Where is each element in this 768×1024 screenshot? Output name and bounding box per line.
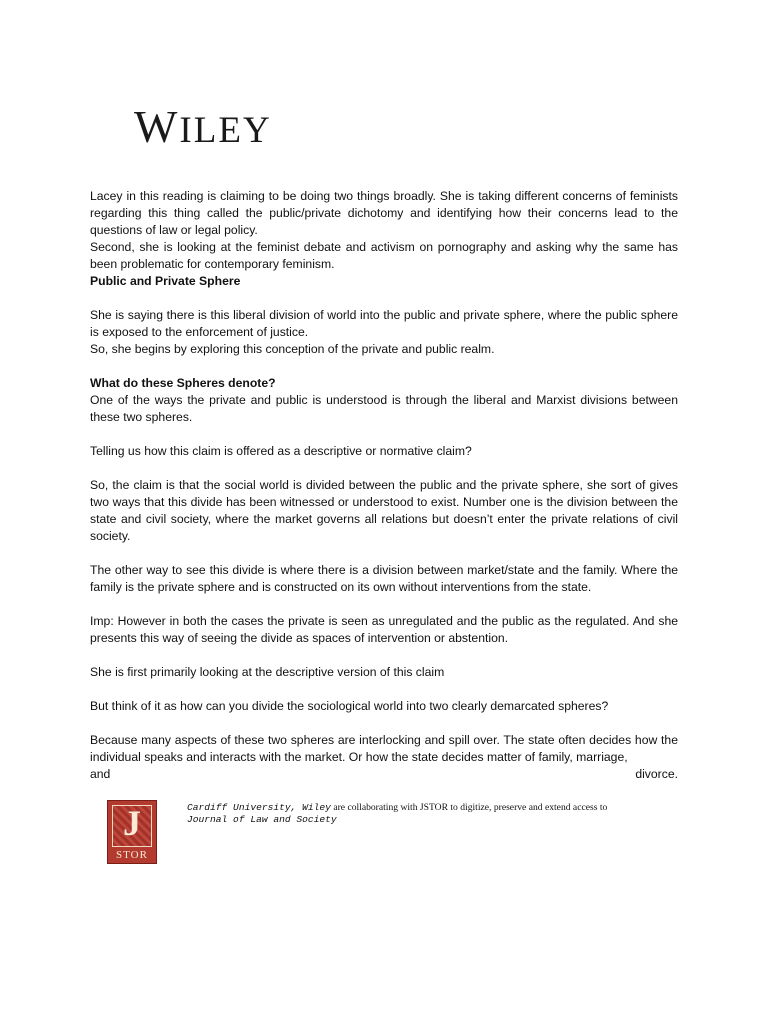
- paragraph-interlocking-last-line: [90, 766, 678, 783]
- paragraph-intro: Lacey in this reading is claiming to be doing two things broadly. She is taking different concerns of feminists regarding this thing called the public/private dichotomy and identifying how their concerns lead to the questions of law or legal policy.: [90, 189, 678, 237]
- heading-public-private-sphere: Public and Private Sphere: [90, 274, 241, 288]
- wiley-logo-rest: ILEY: [179, 110, 272, 151]
- jstor-logo: [107, 800, 157, 864]
- journal-name: Journal of Law and Society: [187, 814, 337, 825]
- paragraph-liberal-division: She is saying there is this liberal division of world into the public and private sphere, where the public sphere is exposed to the enforcement of justice.: [90, 308, 678, 339]
- wiley-logo-initial: W: [134, 101, 180, 152]
- jstor-footer: [107, 800, 667, 870]
- paragraph-second: Second, she is looking at the feminist debate and activism on pornography and asking why the same has been problematic for contemporary feminism.: [90, 240, 678, 271]
- jstor-logo-letter: J: [123, 803, 141, 843]
- wiley-logo: [134, 101, 272, 152]
- jstor-logo-name: STOR: [116, 849, 148, 861]
- publishers-names: Cardiff University, Wiley: [187, 802, 331, 813]
- paragraph-descriptive-normative: Telling us how this claim is offered as a descriptive or normative claim?: [90, 444, 472, 458]
- document-body: [90, 188, 678, 783]
- paragraph-interlocking: Because many aspects of these two spheres are interlocking and spill over. The state often decides how the individual speaks and interacts with the market. Or how the state decides matter of family, marriage,: [90, 733, 678, 764]
- paragraph-conception: So, she begins by exploring this conception of the private and public realm.: [90, 342, 495, 356]
- collaboration-text: are collaborating with JSTOR to digitize, preserve and extend access to: [330, 802, 608, 813]
- paragraph-social-world: So, the claim is that the social world is divided between the public and the private sphere, she sort of gives two ways that this divide has been witnessed or understood to exist. Number one is the division between the state and civil society, where the market governs all relations but doesn’t enter the private relations of civil society.: [90, 478, 678, 543]
- last-line-left: and: [90, 767, 111, 781]
- paragraph-descriptive-version: She is first primarily looking at the descriptive version of this claim: [90, 665, 445, 679]
- paragraph-imp: Imp: However in both the cases the private is seen as unregulated and the public as the regulated. And she presents this way of seeing the divide as spaces of intervention or abstention.: [90, 614, 678, 645]
- paragraph-market-family: The other way to see this divide is where there is a division between market/state and the family. Where the family is the private sphere and is constructed on its own without interventions from the state.: [90, 563, 678, 594]
- paragraph-sociological-world: But think of it as how can you divide the sociological world into two clearly demarcated spheres?: [90, 699, 609, 713]
- jstor-notice: [187, 802, 667, 826]
- heading-spheres-denote: What do these Spheres denote?: [90, 376, 276, 390]
- last-line-right: divorce.: [635, 767, 678, 781]
- paragraph-liberal-marxist: One of the ways the private and public is understood is through the liberal and Marxist divisions between these two spheres.: [90, 393, 678, 424]
